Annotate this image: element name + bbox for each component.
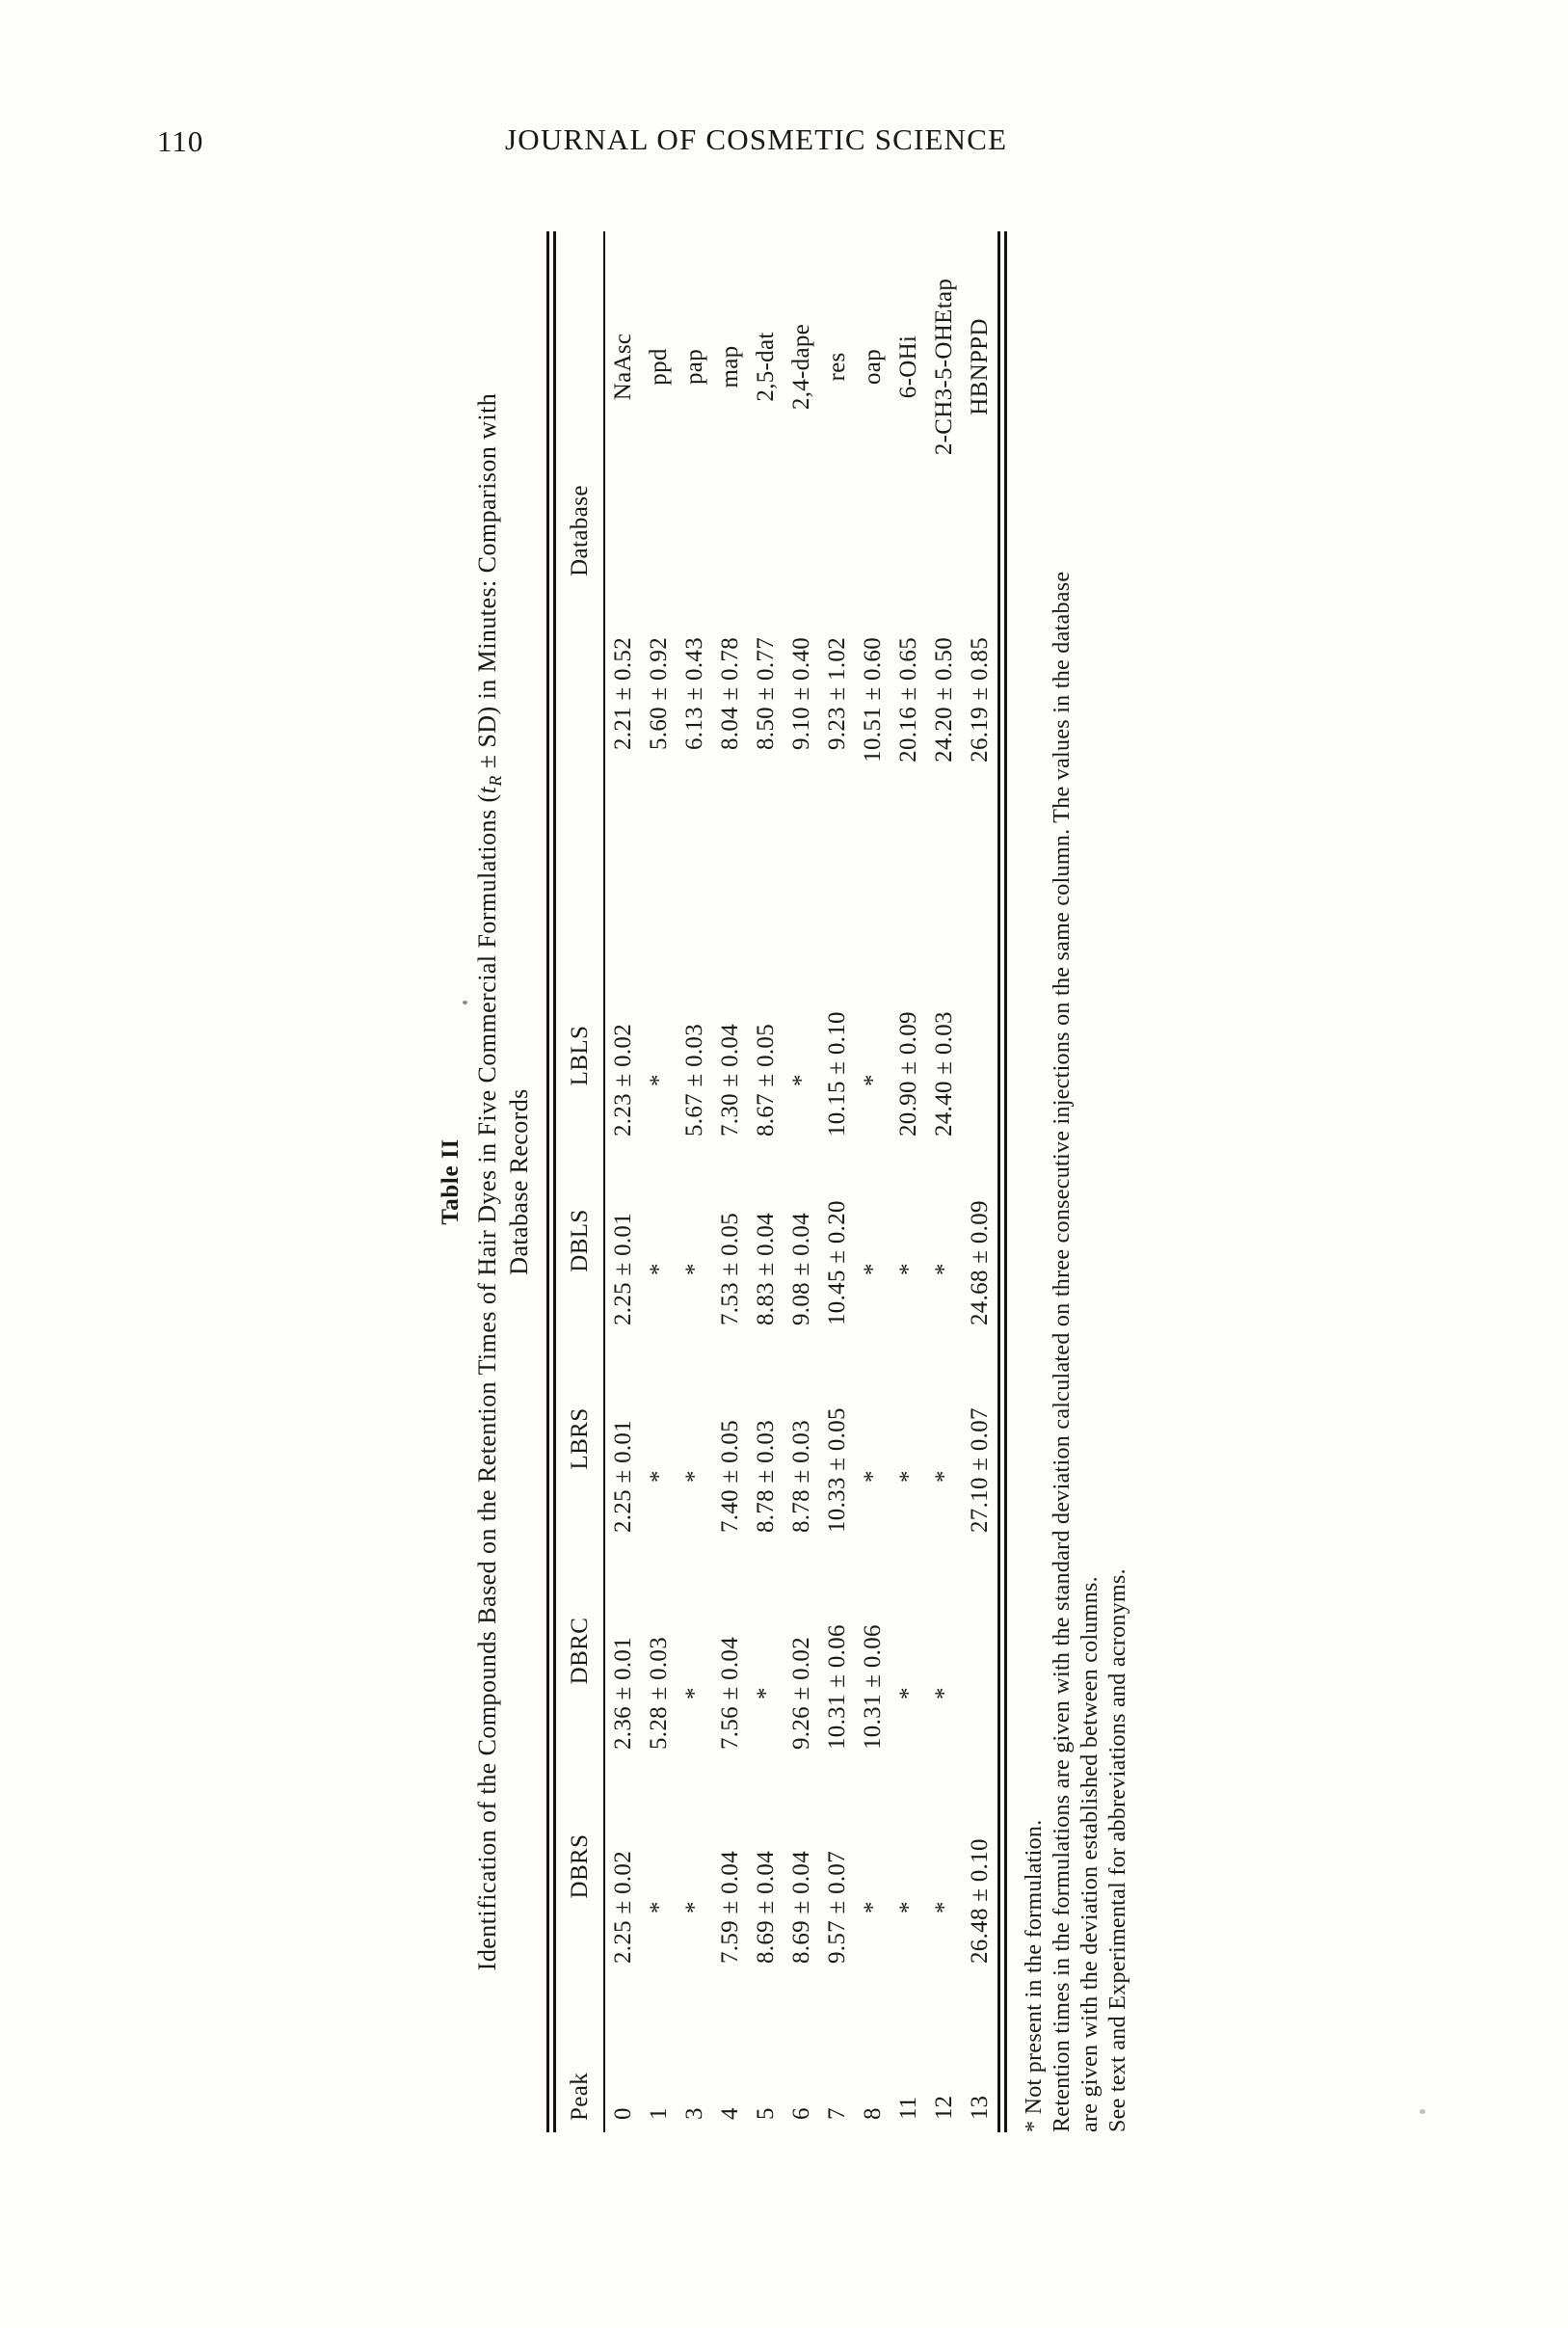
title-part2: ± SD) in Minutes: Comparison with [473, 392, 501, 776]
title-tr-symbol: t [473, 786, 501, 794]
retention-times-table [546, 231, 1007, 2132]
dbls-cell: 10.45 ± 0.20 [823, 1200, 850, 1325]
lbrs-cell: 27.10 ± 0.07 [966, 1407, 993, 1533]
table-row [677, 231, 712, 2132]
dbls-cell: 9.08 ± 0.04 [787, 1212, 814, 1325]
footnote-not-present: * Not present in the formulation. [1022, 1819, 1047, 2132]
table-row [855, 231, 890, 2132]
database-cell: 9.10 ± 0.40 2,4-dape [787, 323, 814, 751]
column-header-peak: Peak [551, 1973, 604, 2132]
dbrs-cell: 26.48 ± 0.10 [966, 1838, 993, 1964]
peak-cell: 8 [859, 2107, 886, 2120]
dbls-cell: * [680, 1263, 707, 1275]
database-cell: 8.04 ± 0.78 map [716, 345, 743, 751]
dbrs-cell: 8.69 ± 0.04 [752, 1850, 779, 1964]
column-header-lbls: LBLS [551, 965, 604, 1146]
dbrs-cell: * [859, 1901, 886, 1913]
dbrc-cell: * [930, 1687, 957, 1699]
lbls-cell: 7.30 ± 0.04 [716, 1023, 743, 1137]
database-cell: 20.16 ± 0.65 6-OHi [894, 334, 921, 763]
peak-cell: 4 [716, 2107, 743, 2120]
dbls-cell: * [894, 1263, 921, 1275]
peak-cell: 12 [930, 2096, 957, 2120]
lbrs-cell: * [859, 1470, 886, 1483]
dbrs-cell: 7.59 ± 0.04 [716, 1850, 743, 1964]
lbls-cell: 8.67 ± 0.05 [752, 1023, 779, 1137]
footnote-see-text: See text and Experimental for abbreviations and acronyms. [1105, 1568, 1130, 2132]
column-header-dbls: DBLS [551, 1146, 604, 1335]
lbls-cell: 5.67 ± 0.03 [680, 1023, 707, 1137]
database-cell: 2.21 ± 0.52 NaAsc [609, 333, 636, 751]
lbrs-cell: 8.78 ± 0.03 [752, 1419, 779, 1533]
table-footnotes [1021, 231, 1132, 2132]
table-row [890, 231, 926, 2132]
footnote-retention-times: Retention times in the formulations are given with the standard deviation calculated on three consecutive injections on the same column. The values in the database [1050, 571, 1075, 2132]
column-header-database: Database [551, 231, 604, 965]
table-title-line2: Database Records [505, 1088, 533, 1275]
table-caption [438, 231, 534, 2132]
table-row [962, 231, 1002, 2132]
rotated-table-area [436, 231, 1137, 2132]
page-number: 110 [157, 124, 204, 158]
peak-cell: 3 [680, 2107, 707, 2120]
lbls-cell: * [645, 1074, 672, 1086]
lbrs-cell: * [645, 1470, 672, 1483]
dbrs-cell: * [930, 1901, 957, 1913]
database-cell: 26.19 ± 0.85 HBNPPD [966, 318, 993, 763]
dbrc-cell: * [680, 1687, 707, 1699]
dbrc-cell: 9.26 ± 0.02 [787, 1636, 814, 1750]
lbrs-cell: 10.33 ± 0.05 [823, 1407, 850, 1533]
dbrs-cell: 2.25 ± 0.02 [609, 1850, 636, 1964]
table-row [712, 231, 748, 2132]
dbls-cell: 7.53 ± 0.05 [716, 1212, 743, 1325]
dbls-cell: * [645, 1263, 672, 1275]
lbls-cell: * [859, 1074, 886, 1086]
footnote-deviation: are given with the deviation established between columns. [1077, 1576, 1103, 2132]
table-row [784, 231, 819, 2132]
dbrs-cell: * [894, 1901, 921, 1913]
lbls-cell: 24.40 ± 0.03 [930, 1011, 957, 1137]
peak-cell: 13 [966, 2096, 993, 2120]
dbrc-cell: 10.31 ± 0.06 [823, 1624, 850, 1750]
database-cell: 5.60 ± 0.92 ppd [645, 348, 672, 751]
dbrs-cell: 8.69 ± 0.04 [787, 1850, 814, 1964]
table-ii-block [436, 231, 1137, 2132]
lbrs-cell: 7.40 ± 0.05 [716, 1419, 743, 1533]
database-cell: 6.13 ± 0.43 pap [680, 349, 707, 751]
lbls-cell: 20.90 ± 0.09 [894, 1011, 921, 1137]
dbrs-cell: 9.57 ± 0.07 [823, 1850, 850, 1964]
column-header-lbrs: LBRS [551, 1335, 604, 1542]
journal-title: JOURNAL OF COSMETIC SCIENCE [505, 122, 1008, 156]
dbrs-cell: * [645, 1901, 672, 1913]
peak-cell: 6 [787, 2107, 814, 2120]
running-head [0, 0, 1568, 193]
table-row [641, 231, 677, 2132]
database-cell: 8.50 ± 0.77 2,5-dat [752, 332, 779, 751]
peak-cell: 0 [609, 2107, 636, 2120]
lbrs-cell: 8.78 ± 0.03 [787, 1419, 814, 1533]
table-row [926, 231, 962, 2132]
lbrs-cell: 2.25 ± 0.01 [609, 1419, 636, 1533]
lbls-cell: * [787, 1074, 814, 1086]
dbrc-cell: 2.36 ± 0.01 [609, 1636, 636, 1750]
table-header-row [551, 231, 604, 2132]
table-row [748, 231, 784, 2132]
lbls-cell: 10.15 ± 0.10 [823, 1011, 850, 1137]
lbrs-cell: * [680, 1470, 707, 1483]
database-cell: 9.23 ± 1.02 res [823, 352, 850, 751]
dbls-cell: * [930, 1263, 957, 1275]
database-cell: 24.20 ± 0.50 2-CH3-5-OHEtap [930, 278, 957, 763]
dbrc-cell: 5.28 ± 0.03 [645, 1636, 672, 1750]
dbls-cell: 24.68 ± 0.09 [966, 1200, 993, 1325]
title-part1: Identification of the Compounds Based on the Retention Times of Hair Dyes in Five Commercial Formulations ( [473, 793, 501, 1971]
scan-speck [463, 1001, 467, 1004]
lbls-cell [962, 965, 1002, 1146]
dbrc-cell [962, 1542, 1002, 1759]
peak-cell: 7 [823, 2107, 850, 2120]
title-tr-subscript: R [486, 775, 506, 787]
column-header-dbrs: DBRS [551, 1759, 604, 1973]
table-title-line1 [473, 231, 506, 2132]
table-caption-label: Table II [438, 1138, 464, 1225]
dbrs-cell: * [680, 1901, 707, 1913]
peak-cell: 11 [894, 2096, 921, 2120]
peak-cell: 5 [752, 2107, 779, 2120]
dbrc-cell: * [894, 1687, 921, 1699]
table-row [819, 231, 855, 2132]
lbrs-cell: * [894, 1470, 921, 1483]
dbrc-cell: 10.31 ± 0.06 [859, 1624, 886, 1750]
dbrc-cell: 7.56 ± 0.04 [716, 1636, 743, 1750]
lbrs-cell: * [930, 1470, 957, 1483]
lbls-cell: 2.23 ± 0.02 [609, 1023, 636, 1137]
peak-cell: 1 [645, 2107, 672, 2120]
table-row [604, 231, 641, 2132]
scan-speck [1420, 2109, 1425, 2114]
column-header-dbrc: DBRC [551, 1542, 604, 1759]
database-cell: 10.51 ± 0.60 oap [859, 349, 886, 763]
dbls-cell: * [859, 1263, 886, 1275]
dbls-cell: 2.25 ± 0.01 [609, 1212, 636, 1325]
dbls-cell: 8.83 ± 0.04 [752, 1212, 779, 1325]
dbrc-cell: * [752, 1687, 779, 1699]
